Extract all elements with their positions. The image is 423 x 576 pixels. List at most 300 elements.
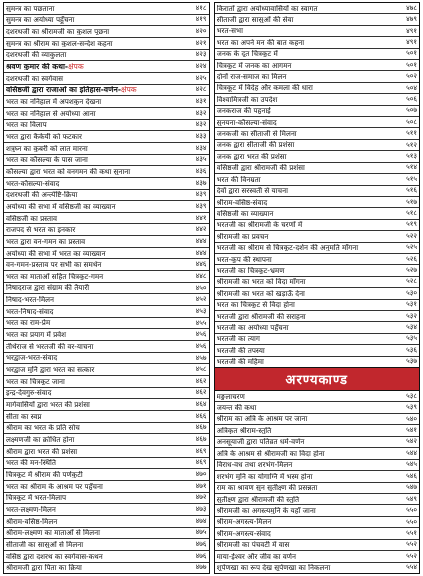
page-number: ४२१ — [195, 38, 207, 47]
page-number: ५३८ — [406, 391, 417, 400]
list-item — [4, 318, 209, 330]
chapter-title — [217, 141, 396, 148]
chapter-title — [217, 438, 396, 445]
list-item — [215, 254, 420, 265]
chapter-title-text: सुमन्त्र का पछताना — [6, 4, 55, 12]
list-item — [4, 493, 209, 505]
chapter-title-text: सीताजी द्वारा सासुओं की सेवा — [216, 16, 294, 24]
chapter-title — [6, 343, 185, 350]
list-item — [215, 140, 420, 151]
list-item — [4, 539, 209, 551]
page-number: ५३१ — [406, 300, 417, 309]
contents-section-ayodhya — [215, 3, 420, 368]
chapter-title-text: वसिष्ठजी द्वारा राजाओं का इतिहास-वर्णन- — [6, 86, 121, 94]
page-number: ४७८ — [406, 3, 417, 12]
chapter-title — [6, 564, 185, 571]
chapter-title — [217, 278, 396, 285]
page-number: ५५४ — [406, 563, 417, 572]
chapter-title — [217, 347, 396, 354]
page-number: ५३७ — [406, 357, 417, 366]
chapter-title — [217, 187, 396, 194]
list-item — [215, 265, 420, 276]
chapter-title — [6, 389, 185, 396]
page-number: ४२८ — [195, 85, 207, 94]
page-number: ५२५ — [406, 243, 417, 252]
chapter-title — [6, 494, 185, 501]
chapter-title — [217, 176, 396, 183]
chapter-title-text: भरत की विनम्रता — [216, 175, 261, 183]
list-item — [4, 306, 209, 318]
list-item — [215, 163, 420, 174]
chapter-title — [6, 86, 185, 94]
chapter-title-text: दशरथजी का स्वर्गवास — [6, 74, 63, 82]
chapter-title-text: श्रीरामजी का भरत को खड़ाऊँ देना — [216, 289, 305, 297]
list-item — [4, 329, 209, 341]
chapter-title-text: किरातों द्वारा अयोध्यावासियों का स्वागत — [216, 4, 318, 12]
page-number: ४३४ — [195, 143, 207, 152]
chapter-title-text: श्रवण कुमार की कथा- — [6, 62, 69, 71]
list-item — [4, 458, 209, 470]
page-number: ४४६ — [195, 260, 207, 269]
chapter-title-text: भरतजी द्वारा श्रीरामजी की सराहना — [216, 312, 306, 320]
chapter-title — [217, 518, 396, 525]
list-item — [215, 528, 420, 539]
list-item — [215, 197, 420, 208]
chapter-title — [6, 75, 185, 82]
chapter-title — [6, 284, 185, 291]
chapter-title-text: भरत-लक्ष्मण-मिलन — [6, 505, 56, 514]
chapter-title-text: भरद्वाज-भरत-संवाद — [6, 354, 58, 362]
chapter-title-text: राम का श्रावण सुन सुतीक्ष्ण की प्रसन्नता — [216, 484, 318, 492]
list-item — [215, 345, 420, 356]
chapter-title — [217, 313, 396, 320]
chapter-title-text: श्रीरामजी द्वारा पिता का क्रिया — [6, 564, 82, 572]
chapter-title — [6, 133, 185, 140]
chapter-title — [6, 215, 185, 222]
chapter-title — [6, 354, 185, 361]
list-item — [215, 208, 420, 219]
chapter-title-text: भरत द्वारा वन-गमन का प्रस्ताव — [6, 237, 86, 246]
chapter-title — [217, 107, 396, 114]
list-item — [215, 471, 420, 482]
chapter-title-text: विराध-वध तथा शरभंग-मिलन — [216, 461, 293, 469]
page-number: ५२७ — [406, 266, 417, 275]
page-number: ५३४ — [406, 323, 417, 332]
list-item — [215, 83, 420, 94]
page-number: ५०६ — [406, 94, 417, 103]
chapter-title — [217, 564, 396, 571]
page-number: ४२३ — [195, 50, 207, 59]
chapter-title — [217, 450, 396, 457]
chapter-title-text: अयोध्या की सभा में भरत का व्याख्यान — [6, 249, 106, 257]
chapter-title — [217, 301, 396, 308]
page-number: ५४४ — [406, 448, 417, 457]
chapter-title — [6, 459, 185, 466]
interpolation-tag: क्षेपक — [121, 86, 137, 94]
page-number: ४५५ — [195, 318, 207, 327]
page-number: ५०४ — [406, 83, 417, 92]
page-number: ४२५ — [195, 73, 207, 82]
chapter-title-text: सुमन्त्र का श्रीराम का कुशल-सन्देश कहना — [6, 39, 113, 47]
list-item — [4, 341, 209, 353]
chapter-title-text: जयन्त की कथा — [216, 404, 257, 412]
chapter-title-text: भरत द्वारा कैकेयी को फटकार — [6, 132, 82, 141]
list-item — [4, 434, 209, 446]
page-number: ५५० — [406, 517, 417, 526]
page-number: ५५० — [406, 506, 417, 515]
list-item — [4, 259, 209, 271]
page-number: ५१८ — [406, 209, 417, 218]
list-item — [215, 60, 420, 71]
list-item — [215, 517, 420, 528]
chapter-title-text: सुतीक्ष्ण द्वारा श्रीरामजी की स्तुति — [216, 495, 300, 503]
page-number: ४२० — [195, 27, 207, 36]
page-number: ४३५ — [195, 155, 207, 164]
page-number: ४७७ — [195, 563, 207, 572]
chapter-title — [217, 507, 396, 514]
chapter-title-text: भरत का प्रयाग में प्रवेश — [6, 331, 67, 339]
page-number: ५३० — [406, 288, 417, 297]
chapter-title-text: सुमन्त्र का अयोध्या पहुँचना — [6, 16, 75, 24]
chapter-title — [217, 244, 396, 251]
chapter-title — [217, 393, 396, 400]
chapter-title-text: श्रीराम-वसिष्ठ-मिलन — [6, 517, 58, 525]
chapter-title-text: लक्ष्मणजी का क्रोधित होना — [6, 436, 75, 444]
chapter-title — [6, 191, 185, 198]
chapter-title-text: भरत-सभा — [216, 27, 243, 35]
page-number: ४६४ — [195, 400, 207, 409]
chapter-title-text: जनक के दूत चित्रकूट में — [216, 50, 278, 58]
chapter-title — [6, 319, 185, 326]
list-item — [215, 14, 420, 25]
list-item — [215, 437, 420, 448]
chapter-title — [217, 324, 396, 331]
list-item — [4, 248, 209, 260]
chapter-title — [217, 335, 396, 342]
list-item — [215, 128, 420, 139]
list-item — [215, 425, 420, 436]
chapter-title-text: भरत-कौसल्या-संवाद — [6, 179, 60, 187]
page-number: ५५१ — [406, 528, 417, 537]
chapter-title — [217, 84, 396, 91]
chapter-title-text: चित्रकूट में विदेह और कमला की धारा — [216, 84, 313, 92]
chapter-title-text: भरत-निषाद-संवाद — [6, 307, 54, 315]
list-item — [4, 388, 209, 400]
list-item — [215, 220, 420, 231]
chapter-title-text: इन्द्र-देवगुरु-संवाद — [6, 389, 52, 397]
chapter-title-text: भरत का ननिहाल में अपशकुन देखना — [6, 97, 102, 106]
page-number: ४५८ — [195, 365, 207, 374]
chapter-title — [6, 226, 185, 233]
chapter-title-text: श्रीराम-लक्ष्मण का माताओं से मिलना — [6, 529, 100, 537]
chapter-title — [6, 308, 185, 315]
chapter-title — [217, 358, 396, 365]
list-item — [4, 271, 209, 283]
chapter-title — [6, 424, 185, 431]
list-item — [215, 483, 420, 494]
list-item — [4, 563, 209, 574]
chapter-title-text: जनक द्वारा भरत की प्रशंसा — [216, 152, 287, 161]
chapter-title-text: श्रीराम का भरत के प्रति सोच — [6, 424, 80, 432]
page-number: ४६७ — [195, 435, 207, 444]
chapter-title — [6, 448, 185, 455]
chapter-title-text: श्रीराम-अगस्त्य-संवाद — [216, 529, 271, 538]
chapter-title-text: भरतजी का श्रीरामजी के चरणों में — [216, 221, 303, 229]
chapter-title — [6, 98, 185, 105]
chapter-title — [6, 471, 185, 478]
chapter-title — [217, 119, 396, 126]
list-item — [215, 71, 420, 82]
chapter-title-text: भरत का कौसल्या के पास जाना — [6, 156, 88, 164]
list-item — [215, 300, 420, 311]
list-item — [4, 236, 209, 248]
chapter-title — [217, 256, 396, 263]
chapter-title — [217, 267, 396, 274]
page-number: ४४४ — [195, 248, 207, 257]
list-item — [215, 277, 420, 288]
list-item — [4, 423, 209, 435]
list-item — [4, 411, 209, 423]
list-item — [4, 201, 209, 213]
contents-column-left — [3, 2, 210, 574]
page-number: ५३६ — [406, 345, 417, 354]
chapter-title-text: चित्रकूट में भरत-मिलाप — [6, 494, 67, 502]
chapter-title — [217, 16, 396, 23]
page-number: ५०७ — [406, 106, 417, 115]
chapter-title — [217, 404, 396, 411]
page-number: ५११ — [406, 129, 417, 138]
chapter-title — [217, 473, 396, 480]
chapter-title-text: निषाद-भरत-मिलन — [6, 296, 54, 304]
chapter-title-text: भरत का माताओं सहित चित्रकूट-गमन — [6, 272, 104, 281]
page-number: ४९१ — [406, 37, 417, 46]
chapter-title — [6, 378, 185, 385]
page-number: ४३९ — [195, 201, 207, 210]
list-item — [4, 469, 209, 481]
list-item — [4, 143, 209, 155]
chapter-title-text: माया-ईश्वर और जीव का वर्णन — [216, 552, 296, 560]
chapter-title-text: श्रीराम का अत्रि के आश्रम पर जाना — [216, 415, 308, 423]
list-item — [215, 460, 420, 471]
chapter-title-text: जनकजी का सीताजी से मिलना — [216, 130, 297, 138]
chapter-title-text: अत्रि के आश्रम से श्रीरामजी का विदा होना — [216, 449, 325, 457]
list-item — [215, 563, 420, 573]
page-number: ४७४ — [195, 516, 207, 525]
page-number: ४५० — [195, 283, 207, 292]
chapter-title — [6, 180, 185, 187]
page-number: ४६६ — [195, 411, 207, 420]
chapter-title — [6, 273, 185, 280]
page-number: ५४२ — [406, 437, 417, 446]
page-number: ४३७ — [195, 178, 207, 187]
chapter-title — [6, 203, 185, 210]
interpolation-tag: क्षेपक — [68, 62, 84, 71]
list-item — [4, 294, 209, 306]
page-number: ४७६ — [195, 540, 207, 549]
chapter-title — [217, 553, 396, 560]
list-item — [215, 322, 420, 333]
page-number: ४७९ — [406, 15, 417, 24]
list-item — [215, 231, 420, 242]
page-number: ५५२ — [406, 551, 417, 560]
list-item — [4, 26, 209, 38]
page-number: ४५३ — [195, 306, 207, 315]
page-number: ४२४ — [195, 62, 207, 71]
chapter-title-text: भरत का श्रीराम के आश्रम पर पहुँचना — [6, 482, 103, 490]
list-item — [215, 391, 420, 402]
chapter-title — [6, 366, 185, 373]
page-number: ५४९ — [406, 494, 417, 503]
chapter-title — [217, 530, 396, 537]
page-number: ५०२ — [406, 72, 417, 81]
list-item — [215, 551, 420, 562]
list-item — [215, 311, 420, 322]
chapter-title — [6, 145, 185, 152]
list-item — [215, 26, 420, 37]
page-number: ४६९ — [195, 446, 207, 455]
chapter-title-text: भरतजी का श्रीराम से चित्रकूट-दर्शन की अनुमति माँगना — [216, 244, 359, 252]
list-item — [4, 446, 209, 458]
page-number: ४९१ — [406, 26, 417, 35]
chapter-title — [6, 168, 185, 175]
page-number: ५२८ — [406, 277, 417, 286]
chapter-title-text: भरतजी की तपस्या — [216, 346, 265, 354]
list-item — [4, 213, 209, 225]
chapter-title — [6, 518, 185, 525]
chapter-title-text: वसिष्ठजी का प्रस्ताव — [6, 214, 57, 222]
list-item — [215, 106, 420, 117]
chapter-title-text: भरत का चित्रकूट जाना — [6, 377, 65, 385]
chapter-title-text: भरतजी का त्याग — [216, 335, 260, 343]
page-number: ४३२ — [195, 108, 207, 117]
chapter-title-text: श्रीराम-अगस्त्य-मिलन — [216, 518, 272, 526]
chapter-title-text: श्रीरामजी का भरत को विदा माँगना — [216, 278, 306, 286]
list-item — [215, 334, 420, 345]
page-number: ४७२ — [195, 493, 207, 502]
chapter-title — [217, 233, 396, 240]
list-item — [4, 481, 209, 493]
chapter-title-text: निषादराज द्वारा संग्राम की तैयारी — [6, 284, 90, 292]
list-item — [4, 551, 209, 563]
chapter-title-text: भरत का राम-प्रेम — [6, 319, 51, 327]
page-number: ४६२ — [195, 376, 207, 385]
list-item — [215, 540, 420, 551]
chapter-title-text: भरतजी की महिमा — [216, 358, 264, 366]
list-item — [215, 448, 420, 459]
chapter-title-text: अनसूयाजी द्वारा पतिव्रत धर्म-वर्णन — [216, 438, 305, 446]
list-item — [4, 178, 209, 190]
chapter-title — [217, 427, 396, 434]
page-number: ५०१ — [406, 60, 417, 69]
list-item — [215, 494, 420, 505]
chapter-title — [6, 238, 185, 245]
list-item — [4, 528, 209, 540]
chapter-title — [6, 121, 185, 128]
chapter-title — [217, 210, 396, 217]
page-number: ४३६ — [195, 167, 207, 176]
chapter-title-text: दोनों राज-समाज का मिलन — [216, 73, 287, 81]
page-number: ४४८ — [195, 271, 207, 280]
page-number: ५१७ — [406, 197, 417, 206]
list-item — [4, 96, 209, 108]
list-item — [4, 353, 209, 365]
list-item — [4, 85, 209, 97]
page-number: ४७६ — [195, 551, 207, 560]
list-item — [4, 166, 209, 178]
chapter-title-text: भरत का ननिहाल से अयोध्या आना — [6, 109, 96, 117]
list-item — [215, 117, 420, 128]
list-item — [4, 364, 209, 376]
chapter-title-text: भरत का अपने मन की बात कहना — [216, 38, 305, 47]
chapter-title-text: सीता का स्वप्न — [6, 412, 42, 420]
chapter-title-text: जनकराज की पहुनाई — [216, 107, 271, 115]
page-number: ५५२ — [406, 540, 417, 549]
page-number: ४३३ — [195, 132, 207, 141]
chapter-title — [217, 290, 396, 297]
contents-section-aranya — [215, 391, 420, 573]
chapter-title-text: कौसल्या द्वारा भरत को वनगमन की कथा सुनाना — [6, 167, 131, 176]
list-item — [215, 186, 420, 197]
chapter-title — [6, 331, 185, 338]
list-item — [4, 50, 209, 62]
list-item — [215, 3, 420, 14]
contents-column-right — [214, 2, 421, 574]
chapter-title-text: देवों द्वारा सरस्वती से याचना — [216, 187, 288, 195]
chapter-title — [217, 199, 396, 206]
page-number: ५१६ — [406, 186, 417, 195]
page-number: ४४२ — [195, 225, 207, 234]
page-number: ४३२ — [195, 120, 207, 129]
page-number: ५४० — [406, 414, 417, 423]
list-item — [215, 357, 420, 367]
list-item — [4, 108, 209, 120]
page-number: ५०१ — [406, 49, 417, 58]
chapter-title — [6, 63, 185, 71]
page-number: ४५२ — [195, 295, 207, 304]
chapter-title — [6, 40, 185, 47]
list-item — [4, 516, 209, 528]
page-number: ४३१ — [195, 97, 207, 106]
page-number: ५१९ — [406, 220, 417, 229]
chapter-title-text: चित्रकूट में श्रीराम की पर्णकुटी — [6, 470, 83, 479]
chapter-title-text: मङ्गलाचरण — [216, 392, 245, 400]
chapter-title — [6, 483, 185, 490]
chapter-title — [217, 153, 396, 160]
list-item — [215, 174, 420, 185]
chapter-title-text: श्रीराम द्वारा भरत की प्रशंसा — [6, 447, 78, 455]
page-number: ४१९ — [195, 15, 207, 24]
list-item — [215, 94, 420, 105]
chapter-title — [217, 484, 396, 491]
chapter-title-text: श्रीरामजी का पंचवटी में वास — [216, 541, 290, 549]
page-number: ४५६ — [195, 330, 207, 339]
page-number: ५४१ — [406, 426, 417, 435]
chapter-title-text: भरतजी का अयोध्या पहुँचना — [216, 323, 289, 332]
chapter-title — [217, 27, 396, 34]
page-number: ५२२ — [406, 231, 417, 240]
list-item — [215, 288, 420, 299]
chapter-title-text: अत्रिकृत श्रीराम-स्तुति — [216, 426, 272, 435]
chapter-title-text: शत्रुघ्न का कुबरी को लात मारना — [6, 144, 88, 152]
chapter-title-text: विश्वामित्रजी का उपदेश — [216, 95, 278, 104]
page-number: ५२६ — [406, 254, 417, 263]
chapter-title — [6, 5, 185, 12]
chapter-title — [6, 156, 185, 163]
page-number: ४७१ — [195, 481, 207, 490]
page-number: ४७५ — [195, 528, 207, 537]
chapter-title — [6, 261, 185, 268]
chapter-title-text: चित्रकूट में जनक का आगमन — [216, 61, 292, 69]
